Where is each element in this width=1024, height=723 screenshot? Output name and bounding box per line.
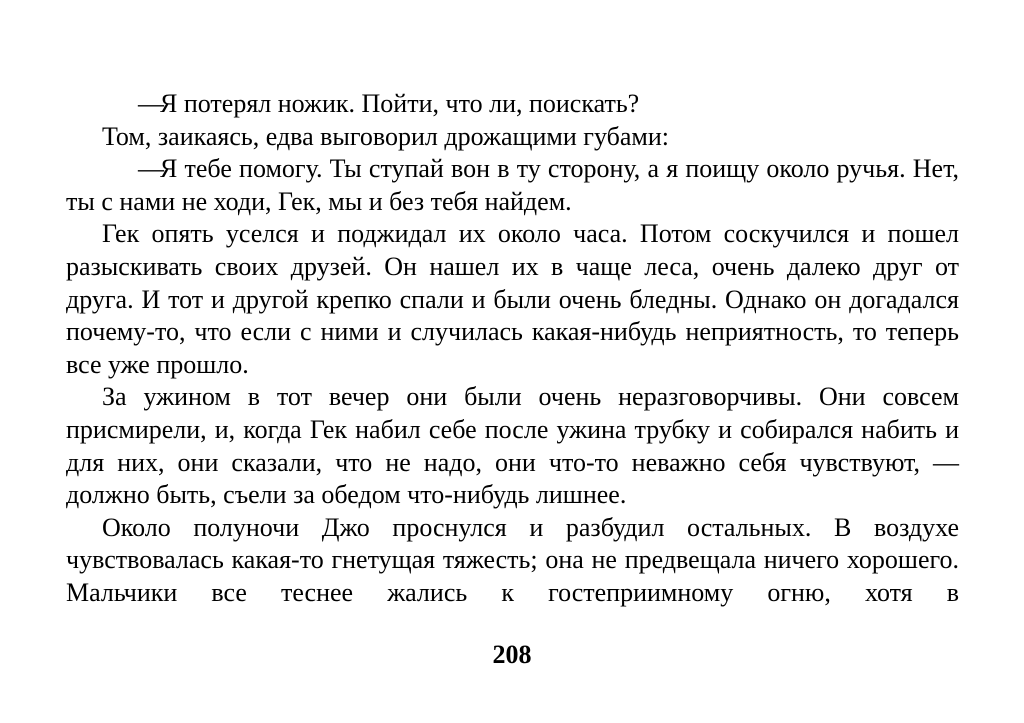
paragraph-text: Гек опять уселся и поджидал их около часа. Потом соскучился и пошел разыскивать своих друзей. Он нашел их в чаще леса, очень далеко друг от друга. И тот и другой крепко спали и были очень бледны. Однако он догадался почему-то, что если с ними и случилась какая-нибудь неприятность, то теперь все уже прошло. <box>66 219 959 379</box>
paragraph-text: Около полуночи Джо проснулся и разбудил остальных. В воздухе чувствовалась какая-то гнетущая тяжесть; она не предвещала ничего хорошего. Мальчики все теснее жались к гостеприимному огню, хотя в <box>66 512 959 607</box>
paragraph-text: За ужином в тот вечер они были очень неразговорчивы. Они совсем присмирели, и, когда Гек набил себе после ужина трубку и собирался набить и для них, они сказали, что не надо, они что-то неважно себя чувствуют, — должно быть, съели за обедом что-нибудь лишнее. <box>66 382 959 510</box>
paragraph-6 <box>66 512 959 610</box>
dialogue-dash: — <box>138 89 164 118</box>
page-text <box>66 88 959 610</box>
paragraph-text: Я тебе помогу. Ты ступай вон в ту сторону, а я поищу около ручья. Нет, ты с нами не ходи, Гек, мы и без тебя найдем. <box>66 154 959 216</box>
paragraph-2 <box>66 121 959 154</box>
page-number: 208 <box>492 640 532 669</box>
paragraph-1 <box>66 88 959 121</box>
paragraph-3 <box>66 153 959 218</box>
paragraph-text: Том, заикаясь, едва выговорил дрожащими губами: <box>102 121 669 151</box>
paragraph-5 <box>66 381 959 511</box>
dialogue-dash: — <box>138 154 164 184</box>
paragraph-text: Я потерял ножик. Пойти, что ли, поискать? <box>160 89 640 118</box>
paragraph-4 <box>66 218 959 381</box>
